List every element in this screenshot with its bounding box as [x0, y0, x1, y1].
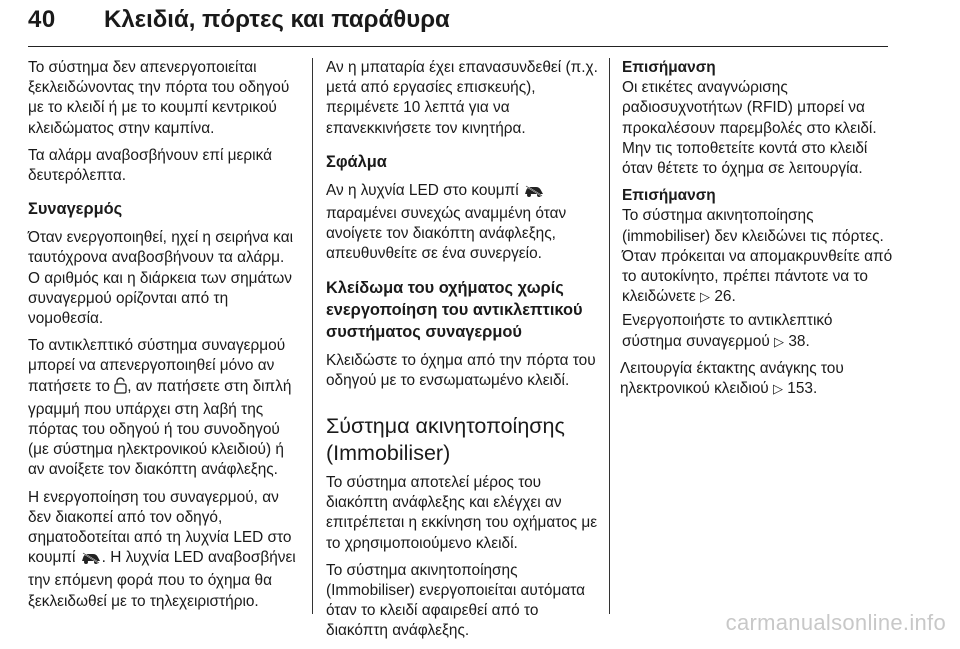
text-run: . Η λυχνία LED αναβοσβήνει την επόμενη φορά που το όχημα θα ξεκλειδωθεί με το τηλεχειριστήριο.: [28, 549, 296, 610]
column-3: [622, 58, 894, 406]
paragraph: Το σύστημα ακινητοποίησης (Immobiliser) ενεργοποιείται αυτόματα όταν το κλειδί αφαιρεθεί από το διακόπτη ανάφλεξης.: [326, 561, 586, 640]
text-run: Το αντικλεπτικό σύστημα συναγερμού μπορεί να απενεργοποιηθεί μόνο αν πατήσετε το: [28, 337, 286, 395]
paragraph: Αν η μπαταρία έχει επανασυνδεθεί (π.χ. μετά από εργασίες επισκευής), περιμένετε 10 λεπτά για να επανεκκινήσετε τον κινητήρα.: [326, 59, 598, 137]
section-heading-fault: Σφάλμα: [326, 152, 387, 171]
text-run: Ενεργοποιήστε το αντικλεπτικό σύστημα συναγερμού: [622, 312, 833, 350]
page-ref-arrow-icon: ▷: [700, 289, 711, 305]
notice-text: Οι ετικέτες αναγνώρισης ραδιοσυχνοτήτων (RFID) μπορεί να προκαλέσουν παρεμβολές στο κλειδί. Μην τις τοποθετείτε κοντά στο κλειδί όταν θέτετε το όχημα σε λειτουργία.: [622, 79, 877, 178]
car-lock-icon: [80, 551, 102, 571]
paragraph: [622, 311, 894, 351]
paragraph: [28, 336, 300, 480]
column-1: [28, 58, 300, 619]
notice-block: [622, 58, 894, 179]
notice-text: Το σύστημα ακινητοποίησης (immobiliser) δεν κλειδώνει τις πόρτες. Όταν πρόκειται να απομακρυνθείτε από το αυτοκίνητο, πρέπει πάντοτε να το κλειδώνετε: [622, 207, 893, 306]
column-2: [326, 58, 598, 649]
page-number: 40: [28, 6, 56, 33]
watermark-text: carmanualsonline.info: [725, 610, 946, 635]
paragraph: Τα αλάρμ αναβοσβήνουν επί μερικά δευτερόλεπτα.: [28, 146, 272, 185]
notice-title: Επισήμανση: [622, 59, 716, 76]
page-header: [28, 0, 888, 47]
column-divider: [312, 58, 313, 614]
page-ref-link[interactable]: 38.: [788, 332, 810, 350]
page-ref-arrow-icon: ▷: [773, 381, 783, 397]
paragraph: Κλειδώστε το όχημα από την πόρτα του οδηγού με το ενσωματωμένο κλειδί.: [326, 351, 596, 389]
paragraph: Όταν ενεργοποιηθεί, ηχεί η σειρήνα και ταυτόχρονα αναβοσβήνουν τα αλάρμ. Ο αριθμός και η διάρκεια των σημάτων συναγερμού ορίζονται από τη νομοθεσία.: [28, 229, 294, 328]
notice-title: Επισήμανση: [622, 187, 716, 205]
paragraph: [326, 181, 598, 265]
page-ref-link[interactable]: 26.: [714, 288, 736, 306]
page-ref-arrow-icon: ▷: [774, 333, 785, 349]
text-run: παραμένει συνεχώς αναμμένη όταν ανοίγετε τον διακόπτη ανάφλεξης, απευθυνθείτε σε ένα συνεργείο.: [326, 205, 567, 263]
section-heading-immobiliser: Σύστημα ακινητοποίησης (Immobiliser): [326, 414, 565, 466]
chapter-title: Κλειδιά, πόρτες και παράθυρα: [104, 6, 450, 33]
text-run: Η ενεργοποίηση του συναγερμού, αν δεν διακοπεί από τον οδηγό, σηματοδοτείται από τη λυχνία LED στο κουμπί: [28, 488, 292, 567]
car-lock-icon: [523, 184, 545, 204]
notice-block: [622, 186, 894, 307]
paragraph: Το σύστημα δεν απενεργοποιείται ξεκλειδώνοντας την πόρτα του οδηγού με το κλειδί ή με το κουμπί κεντρικού κλειδώματος στην καμπίνα.: [28, 59, 290, 137]
paragraph: [28, 488, 300, 612]
section-heading-alarm: Συναγερμός: [28, 200, 123, 219]
section-heading-lock-without-alarm: Κλείδωμα του οχήματος χωρίς ενεργοποίηση του αντικλεπτικού συστήματος συναγερμού: [326, 278, 583, 341]
column-divider: [609, 58, 610, 614]
text-run: Αν η λυχνία LED στο κουμπί: [326, 181, 519, 199]
unlock-icon: [114, 377, 127, 400]
paragraph: [620, 359, 894, 399]
paragraph: Το σύστημα αποτελεί μέρος του διακόπτη ανάφλεξης και ελέγχει αν επιτρέπεται η εκκίνηση του οχήματος με το χρησιμοποιούμενο κλειδί.: [326, 474, 598, 552]
text-run: , αν πατήσετε στη διπλή γραμμή που υπάρχει στη λαβή της πόρτας του οδηγού ή του συνοδηγού (με σύστημα ηλεκτρονικού κλειδιού) ή αν ανοίξετε τον διακόπτη ανάφλεξης.: [28, 377, 292, 479]
text-run: Λειτουργία έκτακτης ανάγκης του ηλεκτρονικού κλειδιού: [620, 359, 844, 398]
page-ref-link[interactable]: 153.: [787, 380, 818, 398]
